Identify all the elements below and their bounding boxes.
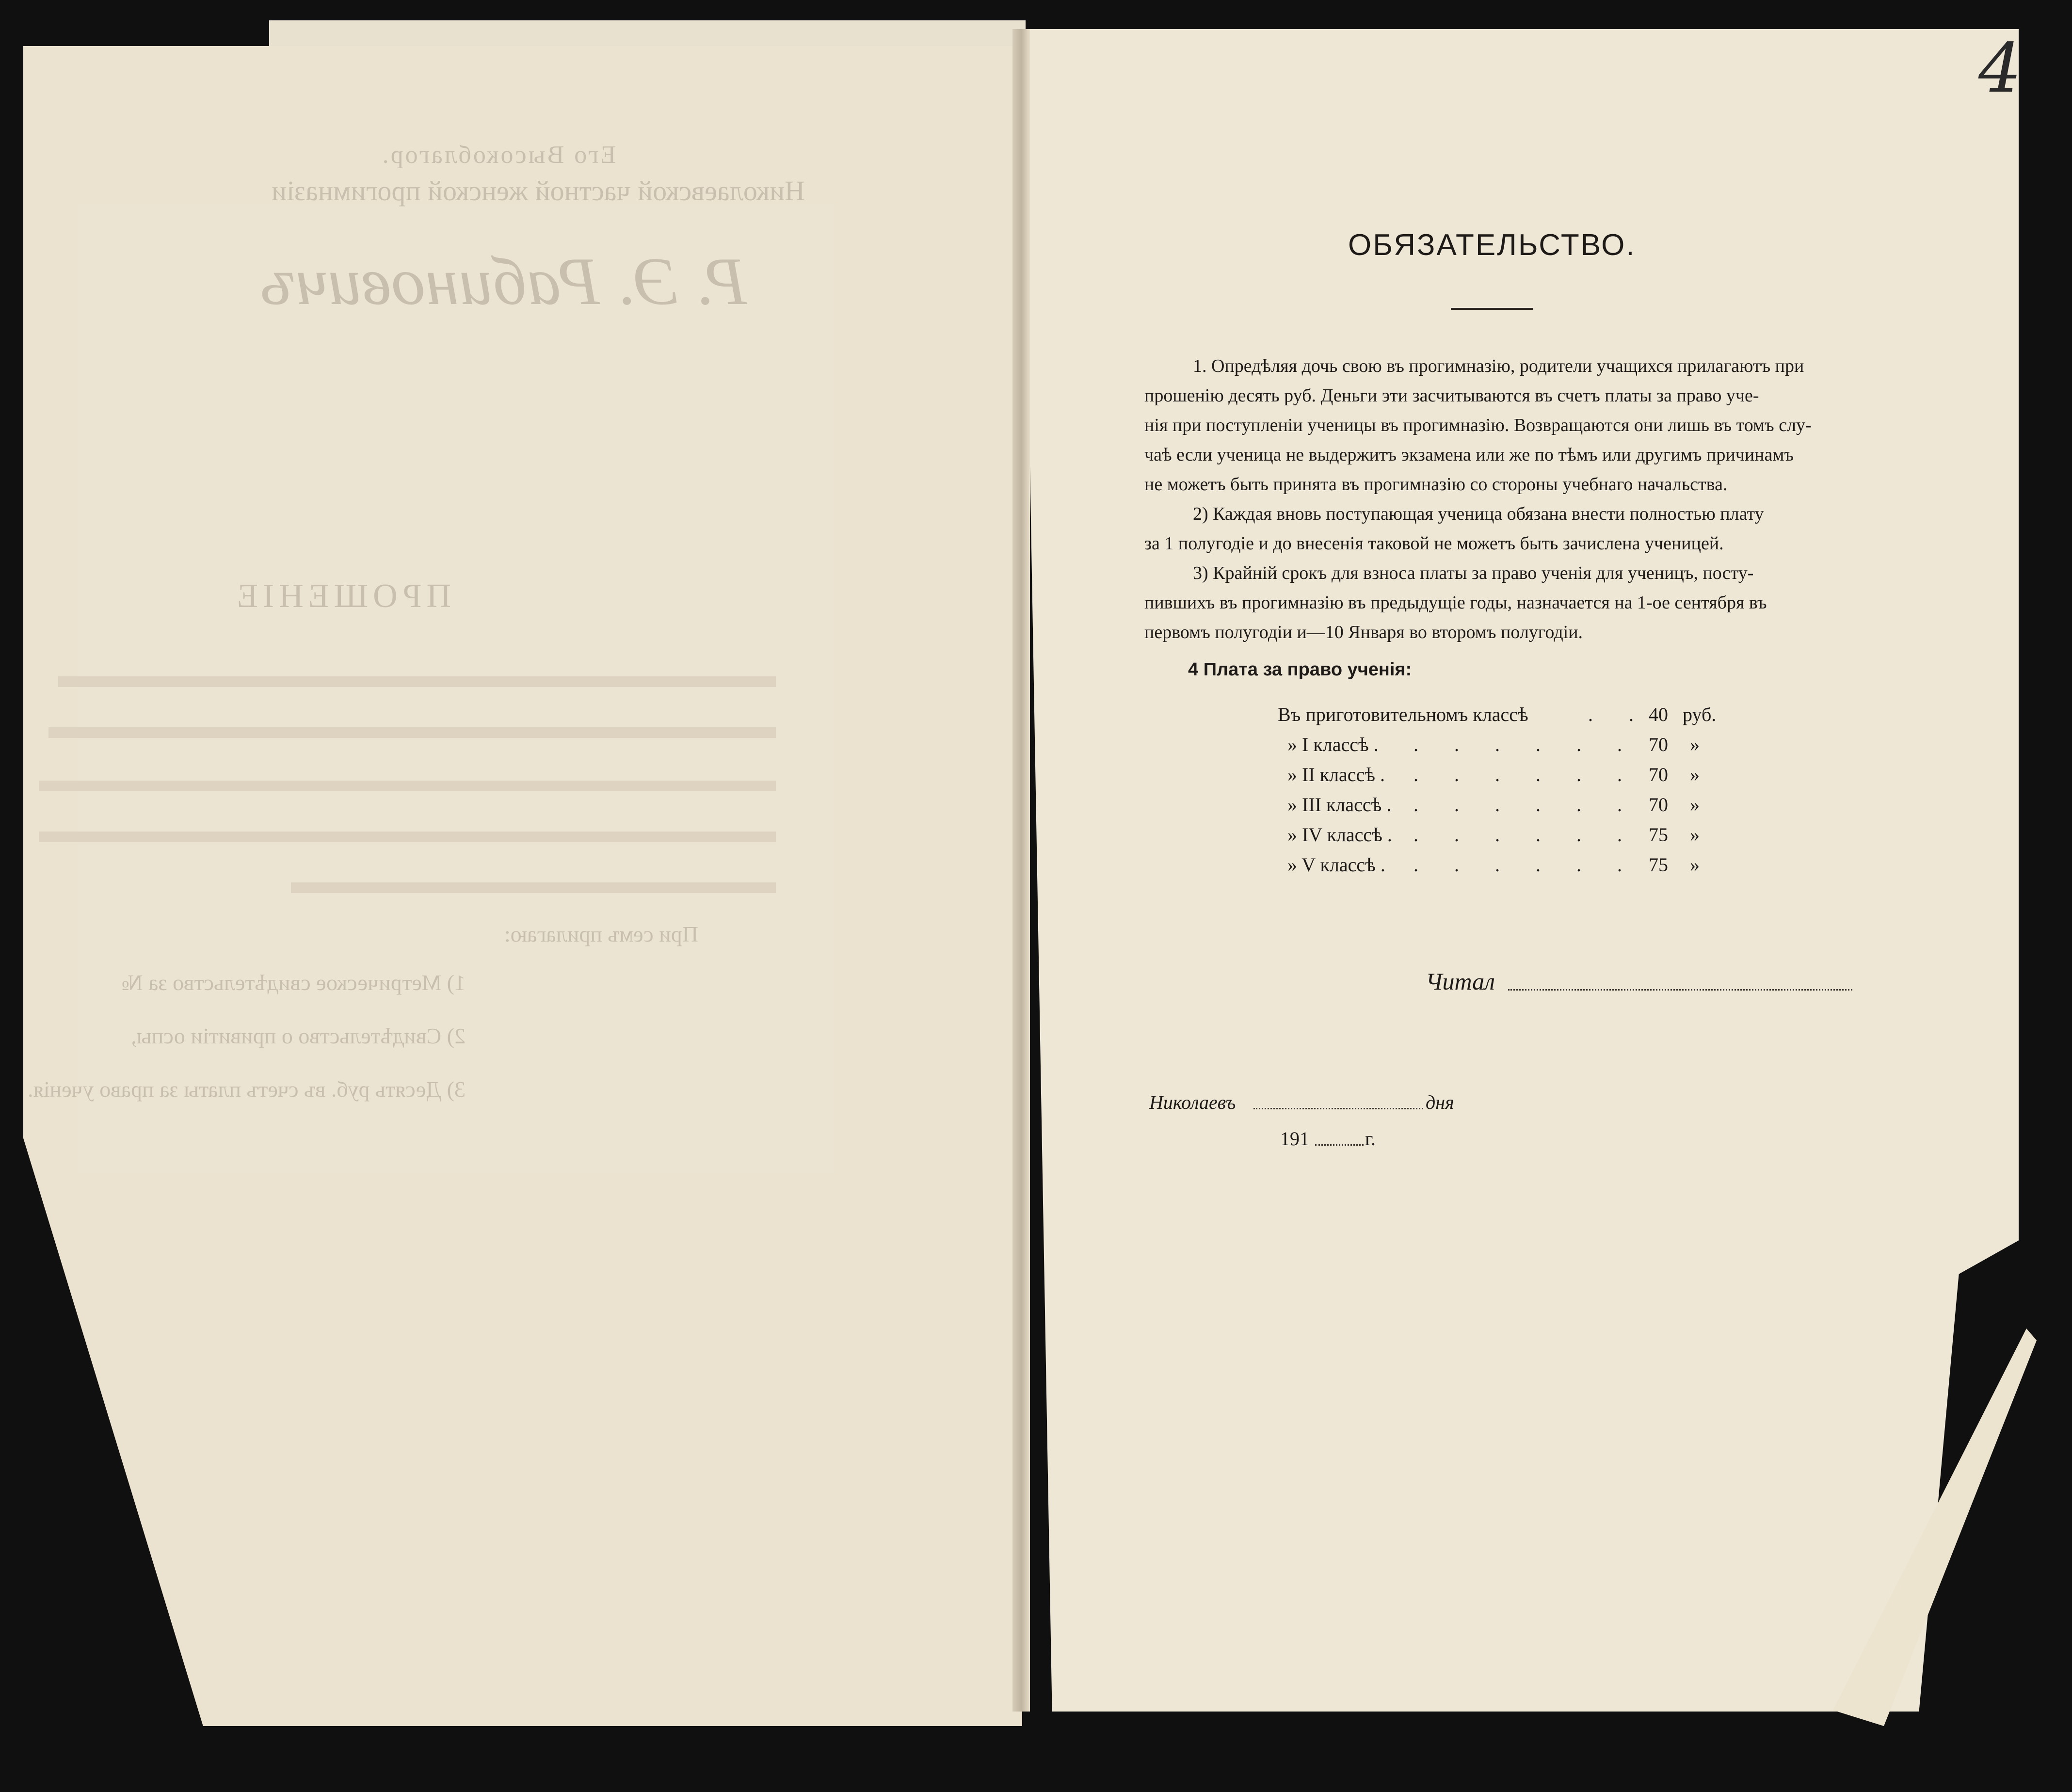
signature-label: Читал (1426, 968, 1495, 995)
fee-leader-dots: . . . . . . (1413, 794, 1638, 816)
date-blank-line[interactable] (1253, 1108, 1423, 1109)
paragraph-line: нія при поступленіи ученицы въ прогимназію. Возвращаются они лишь въ томъ слу- (1144, 415, 1812, 435)
paragraph-line: прошенію десять руб. Деньги эти засчитываются въ счетъ платы за право уче- (1144, 385, 1759, 406)
fee-unit: » (1690, 824, 1700, 846)
fee-amount: 75 (1649, 824, 1668, 846)
document-title: ОБЯЗАТЕЛЬСТВО. (1348, 228, 1636, 262)
fee-class-label: » III классѣ . (1287, 794, 1392, 816)
fee-amount: 70 (1649, 764, 1668, 785)
title-divider (1451, 308, 1533, 310)
ghost-heading-line1: Николаевской частной женской прогимназіи (272, 175, 805, 207)
fee-leader-dots: . . . . . . (1413, 824, 1638, 846)
ghost-text-line (291, 882, 776, 893)
ghost-attach-line: При семъ прилагаю: (504, 922, 698, 946)
paragraph-line: 2) Каждая вновь поступающая ученица обязана внести полностью плату (1193, 504, 1764, 524)
ghost-text-line (48, 727, 776, 738)
ghost-text-line (39, 832, 776, 842)
paragraph-line: чаѣ если ученица не выдержитъ экзамена или же по тѣмъ или другимъ причинамъ (1144, 445, 1794, 465)
city-label: Николаевъ (1149, 1091, 1236, 1113)
fees-heading: 4 Плата за право ученія: (1188, 659, 1412, 680)
fee-amount: 40 (1649, 704, 1668, 725)
year-suffix: г. (1365, 1128, 1376, 1150)
ghost-item-3: 3) Десять руб. въ счетъ платы за право ученія. (28, 1077, 466, 1102)
fee-class-label: » IV классѣ . (1287, 824, 1392, 846)
fee-class-label: » I классѣ . (1287, 734, 1379, 755)
fee-leader-dots: . . . . . . (1413, 734, 1638, 755)
fee-unit: » (1690, 764, 1700, 785)
ghost-item-2: 2) Свидѣтельство о привитіи оспы, (131, 1024, 466, 1048)
ghost-text-line (39, 781, 776, 791)
fee-amount: 70 (1649, 734, 1668, 755)
paragraph-line: за 1 полугодіе и до внесенія таковой не можетъ быть зачислена ученицей. (1144, 533, 1724, 554)
fee-unit: » (1690, 734, 1700, 755)
ghost-item-1: 1) Метрическое свидѣтельство за № (121, 970, 466, 995)
year-prefix: 191 (1280, 1128, 1309, 1150)
page-number-mark: 4 (1978, 29, 2022, 108)
ghost-heading-small: Его Высокоблагор. (380, 141, 616, 169)
signature-line[interactable] (1508, 989, 1852, 991)
ghost-heading-line2: Р. Э. Рабиновичъ (260, 244, 747, 319)
fee-class-label: » II классѣ . (1287, 764, 1385, 785)
fee-unit: руб. (1683, 704, 1717, 725)
year-blank-line[interactable] (1315, 1144, 1364, 1146)
paragraph-line: пившихъ въ прогимназію въ предыдущіе годы, назначается на 1-ое сентября въ (1144, 592, 1767, 613)
paragraph-line: первомъ полугодіи и—10 Января во второмъ полугодіи. (1144, 622, 1583, 642)
fee-unit: » (1690, 854, 1700, 876)
ghost-request-word: ПРОШЕНІЕ (232, 577, 451, 615)
fee-amount: 75 (1649, 854, 1668, 876)
fee-leader-dots: . . . . . . (1413, 854, 1638, 876)
fee-amount: 70 (1649, 794, 1668, 816)
paragraph-line: не можетъ быть принята въ прогимназію со стороны учебнаго начальства. (1144, 474, 1728, 495)
paragraph-line: 3) Крайній срокъ для взноса платы за право ученія для ученицъ, посту- (1193, 563, 1754, 583)
fee-class-label: » V классѣ . (1287, 854, 1385, 876)
paragraph-line: 1. Опредѣляя дочь свою въ прогимназію, родители учащихся прилагаютъ при (1193, 356, 1804, 376)
day-label: дня (1426, 1091, 1454, 1113)
fee-unit: » (1690, 794, 1700, 816)
fee-leader-dots: . . (1588, 704, 1649, 725)
fee-class-label: Въ приготовительномъ классѣ (1278, 704, 1528, 725)
ghost-text-line (58, 676, 776, 687)
fee-leader-dots: . . . . . . (1413, 764, 1638, 785)
